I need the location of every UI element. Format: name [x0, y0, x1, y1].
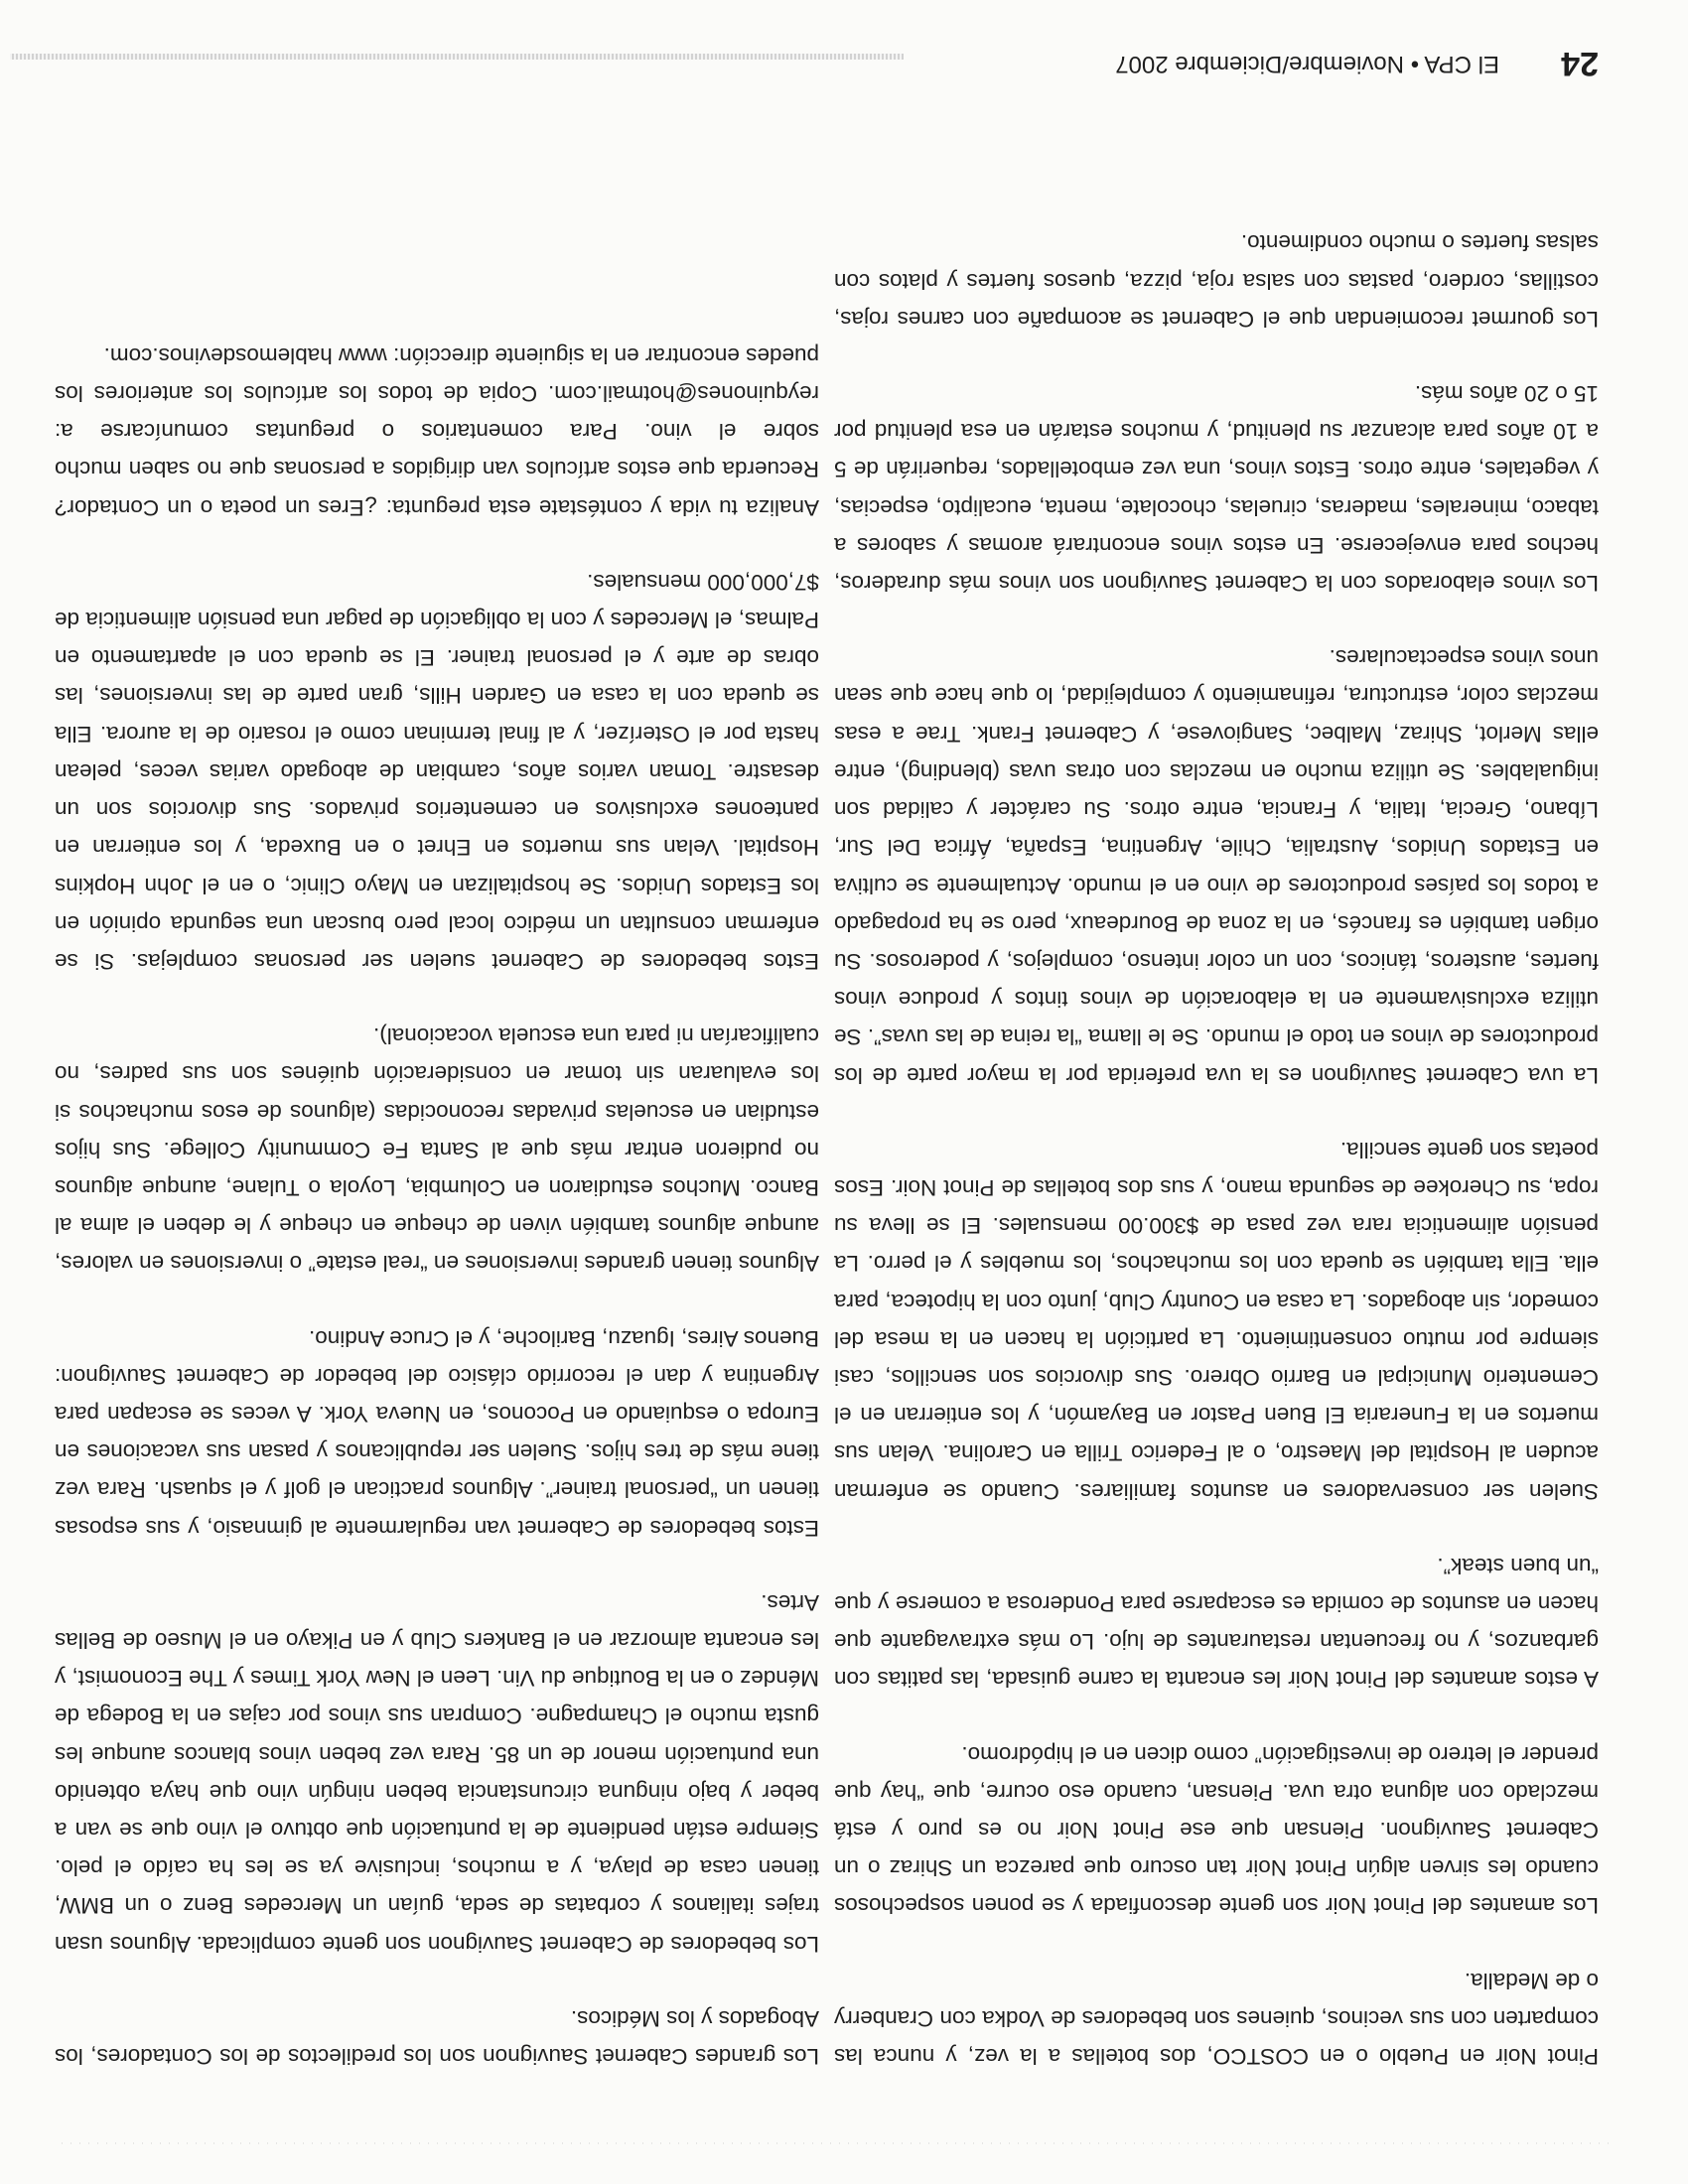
paragraph: Pinot Noir en Pueblo o en COSTCO, dos botellas a la vez, y nunca las comparten con sus vecinos, quienes son bebedores de Vodka con Cranberry o de Medalla.: [834, 1968, 1599, 2069]
footer-rule: [10, 54, 904, 60]
scan-artifact-dots: [60, 2142, 1609, 2144]
paragraph: A estos amantes del Pinot Noir les encanta la carne guisada, las patitas con garbanzos, y no frecuentan restaurantes de lujo. Lo más extravagante que hacen en asuntos de comida es escaparse para Ponderosa a comerse y que “un buen steak”.: [834, 1553, 1599, 1693]
paragraph: Algunos tienen grandes inversiones en “real estate” o inversiones en valores, aunque algunos también viven de cheque en cheque y le deben el alma al Banco. Muchos estudiaron en Columbia, Loyola o Tulane, aunque algunos no pudieron entrar más que al Santa Fe Community College. Sus hijos estudian en escuelas privadas reconocidas (algunos de esos muchachos si los evaluaran sin tomar en consideración quiénes son sus padres, no cualificarían ni para una escuela vocacional).: [55, 1024, 819, 1277]
paragraph: Los gourmet recomiendan que el Cabernet se acompañe con carnes rojas, costillas, cordero, pastas con salsa roja, pizza, quesos fuertes y platos con salsas fuertes o mucho condimento.: [834, 230, 1599, 332]
paragraph: Los vinos elaborados con la Cabernet Sauvignon son vinos más duraderos, hechos para envejecerse. En estos vinos encontrará aromas y sabores a tabaco, minerales, maderas, ciruelas, chocolate, menta, eucalipto, especias, y vegetales, entre otros. Estos vinos, una vez embotellados, requerirán de 5 a 10 años para alcanzar su plenitud, y muchos estarán en esa plenitud por 15 o 20 años más.: [834, 381, 1599, 597]
paragraph: Estos bebedores de Cabernet suelen ser personas complejas. Si se enferman consultan un médico local pero buscan una segunda opinión en los Estados Unidos. Se hospitalizan en Mayo Clinic, o en el John Hopkins Hospital. Velan sus muertos en Ehret o en Buxeda, y los entierran en panteones exclusivos en cementerios privados. Sus divorcios son un desastre. Toman varios años, cambian de abogado varias veces, pelean hasta por el Osterízer, y al final terminan como el rosario de la aurora. Ella se queda con la casa en Garden Hills, gran parte de las inversiones, las obras de arte y el personal trainer. El se queda con el apartamento en Palmas, el Mercedes y con la obligación de pagar una pensión alimenticia de $7,000,000 mensuales.: [55, 569, 819, 974]
paragraph: Los grandes Cabernet Sauvignon son los predilectos de los Contadores, los Abogados y los Médicos.: [55, 2005, 819, 2069]
right-column: [55, 300, 819, 2075]
page-number: 24: [1561, 45, 1599, 82]
paragraph: Los amantes del Pinot Noir son gente desconfiada y se ponen sospechosos cuando les sirven algún Pinot Noir tan oscuro que parezca un Shiraz o un Cabernet Sauvignon. Piensan que ese Pinot Noir no es puro y está mezclado con alguna otra uva. Piensan, cuando eso ocurre, que “hay que prender el letrero de investigación” como dicen en el hipódromo.: [834, 1741, 1599, 1919]
paragraph: Estos bebedores de Cabernet van regularmente al gimnasio, y sus esposas tienen un “personal trainer”. Algunos practican el golf y el squash. Rara vez tiene más de tres hijos. Suelen ser republicanos y pasan sus vacaciones en Europa o esquiando en Poconos, en Nueva York. A veces se escapan para Argentina y dan el recorrido clásico del bebedor de Cabernet Sauvignon: Buenos Aires, Iguazu, Bariloche, y el Cruce Andino.: [55, 1325, 819, 1541]
paragraph: Analiza tu vida y contéstate esta pregunta: ¿Eres un poeta o un Contador? Recuerda que estos artículos van dirigidos a personas que no saben mucho sobre el vino. Para comentarios o preguntas comunícarse a: reyquinones@hotmail.com. Copia de todos los artículos los anteriores los puedes encontrar en la siguiente dirección: www hablemosdevinos.com.: [55, 342, 819, 520]
publication-line: El CPA • Noviembre/Diciembre 2007: [1115, 51, 1499, 77]
paragraph: La uva Cabernet Sauvignon es la uva preferida por la mayor parte de los productores de vinos en todo el mundo. Se le llama “la reina de las uvas”. Se utiliza exclusivamente en la elaboración de vinos tintos y produce vinos fuertes, austeros, tánicos, con un color intenso, complejos, y poderosos. Su origen también es francés, en la zona de Bourdeaux, pero se ha propagado a todos los países productores de vino en el mundo. Actualmente se cultiva en Estados Unidos, Australia, Chile, Argentina, España, África Del Sur, Líbano, Grecia, Italia, y Francia, entre otros. Su carácter y calidad son inigualables. Se utiliza mucho en mezclas con otras uvas (blending), entre ellas Merlot, Shiraz, Malbec, Sangiovese, y Cabernet Frank. Trae a esas mezclas color, estructura, refinamiento y complejidad, lo que hace que sean unos vinos espectaculares.: [834, 645, 1599, 1088]
page-footer: [0, 28, 1618, 87]
left-column: [834, 187, 1599, 2075]
paragraph: Suelen ser conservadores en asuntos familiares. Cuando se enferman acuden al Hospital del Maestro, o al Federico Trilla en Carolina. Velan sus muertos en la Funeraria El Buen Pastor en Bayamón, y los entierran en el Cementerio Municipal en Barrio Obrero. Sus divorcios son sencillos, casi siempre por mutuo consentimiento. La partición la hacen en la mesa del comedor, sin abogados. La casa en Country Club, junto con la hipoteca, para ella. Ella también se queda con los muchachos, los muebles y el perro. La pensión alimenticia rara vez pasa de $300.00 mensuales. El se lleva su ropa, su Cherokee de segunda mano, y sus dos botellas de Pinot Noir. Esos poetas son gente sencilla.: [834, 1137, 1599, 1504]
paragraph: Los bebedores de Cabernet Sauvignon son gente complicada. Algunos usan trajes italianos y corbatas de seda, guían un Mercedes Benz o un BMW, tienen casa de playa, y a muchos, inclusive ya se les ha caído el pelo. Siempre están pendiente de la puntuación que obtuvo el vino que se van a beber y bajo ninguna circunstancia beben ningún vino que haya obtenido una puntuación menor de un 85. Rara vez beben vinos blancos aunque les gusta mucho el Champagne. Compran sus vinos por cajas en la Bodega de Méndez o en la Boutique du Vin. Leen el New York Times y The Economist, y les encanta almorzar en el Bankers Club y en Pikayo en el Museo de Bellas Artes.: [55, 1589, 819, 1957]
